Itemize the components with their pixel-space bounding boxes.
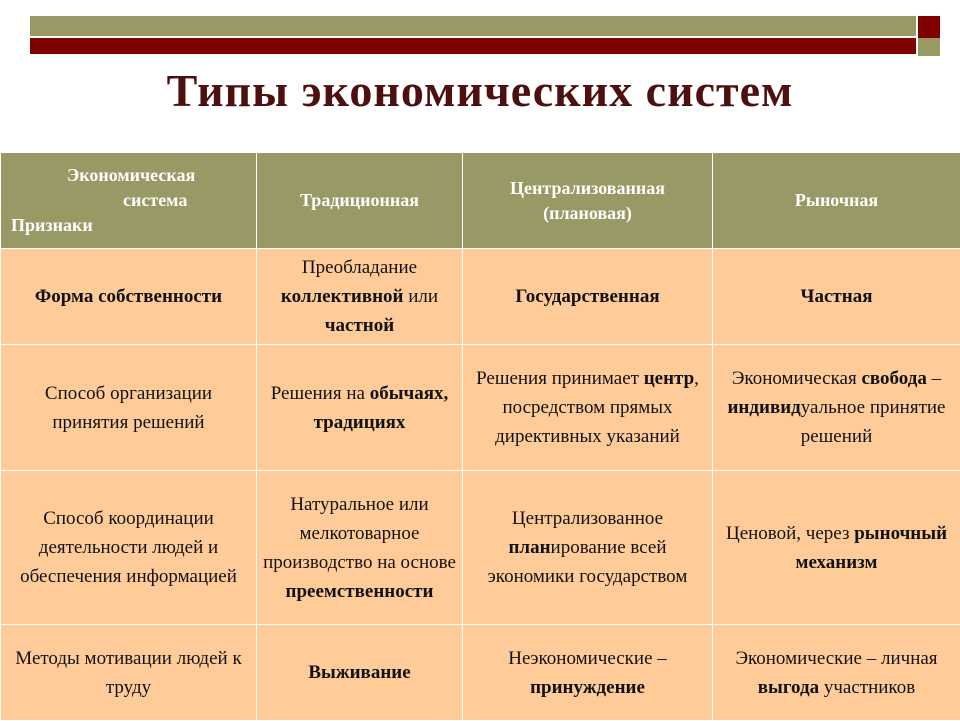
table-row (1, 249, 960, 345)
cell-traditional: Натуральное или мелкотоварное производство на основе преемственности (257, 471, 463, 625)
header-centralized: Централизованная (плановая) (463, 153, 713, 249)
corner-label-system-2: система (1, 188, 256, 213)
feature-cell: Форма собственности (1, 249, 257, 345)
cell-centralized: Неэкономические – принуждение (463, 625, 713, 721)
table-row (1, 471, 960, 625)
table-row (1, 345, 960, 471)
economic-systems-table (0, 152, 960, 721)
cell-centralized: Решения принимает центр, посредством прямых директивных указаний (463, 345, 713, 471)
table-row (1, 625, 960, 721)
feature-cell: Методы мотивации людей к труду (1, 625, 257, 721)
cell-centralized: Централизованное планирование всей экономики государством (463, 471, 713, 625)
feature-cell: Способ координации деятельности людей и обеспечения информацией (1, 471, 257, 625)
cell-market: Частная (713, 249, 960, 345)
corner-square-maroon (918, 16, 940, 38)
cell-traditional: Решения на обычаях, традициях (257, 345, 463, 471)
header-traditional: Традиционная (257, 153, 463, 249)
header-corner-cell (1, 153, 257, 249)
cell-market: Экономические – личная выгода участников (713, 625, 960, 721)
top-decor-bar-maroon (30, 38, 916, 54)
header-market: Рыночная (713, 153, 960, 249)
header-row (1, 153, 960, 249)
cell-traditional: Выживание (257, 625, 463, 721)
slide-title: Типы экономических систем (0, 64, 960, 117)
feature-cell: Способ организации принятия решений (1, 345, 257, 471)
cell-market: Ценовой, через рыночный механизм (713, 471, 960, 625)
corner-label-features: Признаки (1, 213, 256, 238)
top-decor-bar-olive (30, 16, 916, 38)
cell-traditional: Преобладание коллективной или частной (257, 249, 463, 345)
cell-centralized: Государственная (463, 249, 713, 345)
corner-label-system-1: Экономическая (1, 163, 256, 188)
corner-square-olive (918, 38, 940, 56)
cell-market: Экономическая свобода – индивидуальное принятие решений (713, 345, 960, 471)
